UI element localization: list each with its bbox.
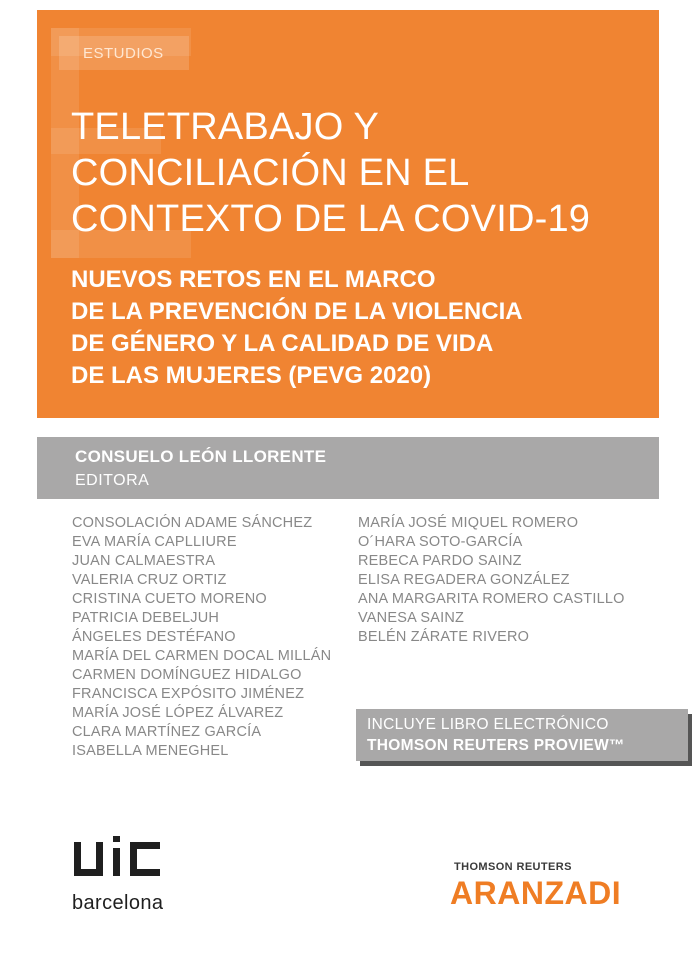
authors-list-right <box>358 514 625 647</box>
ebook-badge <box>356 709 688 761</box>
uic-logo <box>72 836 182 916</box>
author-item: CLARA MARTÍNEZ GARCÍA <box>72 724 262 740</box>
author-item: FRANCISCA EXPÓSITO JIMÉNEZ <box>72 686 305 702</box>
author-item: ÁNGELES DESTÉFANO <box>72 629 236 645</box>
title-line: CONTEXTO DE LA COVID-19 <box>71 198 591 240</box>
author-item: JUAN CALMAESTRA <box>72 553 216 569</box>
subtitle-line: DE GÉNERO Y LA CALIDAD DE VIDA <box>71 330 494 357</box>
title-panel <box>37 10 659 418</box>
author-item: ANA MARGARITA ROMERO CASTILLO <box>358 591 625 607</box>
author-item: ISABELLA MENEGHEL <box>72 743 229 759</box>
editor-role: EDITORA <box>75 472 150 489</box>
subtitle-line: DE LAS MUJERES (PEVG 2020) <box>71 362 432 389</box>
subtitle-line: NUEVOS RETOS EN EL MARCO <box>71 266 436 293</box>
editor-band <box>37 437 659 499</box>
author-item: ELISA REGADERA GONZÁLEZ <box>358 572 570 588</box>
uic-logo-mark <box>72 836 176 888</box>
publisher-parent: THOMSON REUTERS <box>454 861 572 873</box>
author-item: VALERIA CRUZ ORTIZ <box>72 572 227 588</box>
ebook-badge-line1: INCLUYE LIBRO ELECTRÓNICO <box>367 716 609 733</box>
publisher-name: ARANZADI <box>450 875 622 911</box>
author-item: EVA MARÍA CAPLLIURE <box>72 534 237 550</box>
author-item: CRISTINA CUETO MORENO <box>72 591 267 607</box>
editor-name: CONSUELO LEÓN LLORENTE <box>75 447 327 466</box>
author-item: MARÍA JOSÉ MIQUEL ROMERO <box>358 515 579 531</box>
subtitle-line: DE LA PREVENCIÓN DE LA VIOLENCIA <box>71 298 523 325</box>
book-title <box>71 104 651 242</box>
author-item: O´HARA SOTO-GARCÍA <box>358 534 523 550</box>
author-item: MARÍA DEL CARMEN DOCAL MILLÁN <box>72 648 332 664</box>
author-item: MARÍA JOSÉ LÓPEZ ÁLVAREZ <box>72 705 284 721</box>
ebook-badge-line2: THOMSON REUTERS PROVIEW™ <box>367 737 625 754</box>
author-item: PATRICIA DEBELJUH <box>72 610 220 626</box>
author-item: BELÉN ZÁRATE RIVERO <box>358 629 530 645</box>
author-item: VANESA SAINZ <box>358 610 465 626</box>
author-item: CARMEN DOMÍNGUEZ HIDALGO <box>72 667 302 683</box>
series-label: ESTUDIOS <box>83 45 164 62</box>
author-item: REBECA PARDO SAINZ <box>358 553 522 569</box>
book-subtitle <box>71 264 651 392</box>
uic-logo-city: barcelona <box>72 892 164 914</box>
title-line: TELETRABAJO Y <box>71 106 380 148</box>
title-line: CONCILIACIÓN EN EL <box>71 152 470 194</box>
authors-list-left <box>72 514 331 761</box>
author-item: CONSOLACIÓN ADAME SÁNCHEZ <box>72 515 313 531</box>
